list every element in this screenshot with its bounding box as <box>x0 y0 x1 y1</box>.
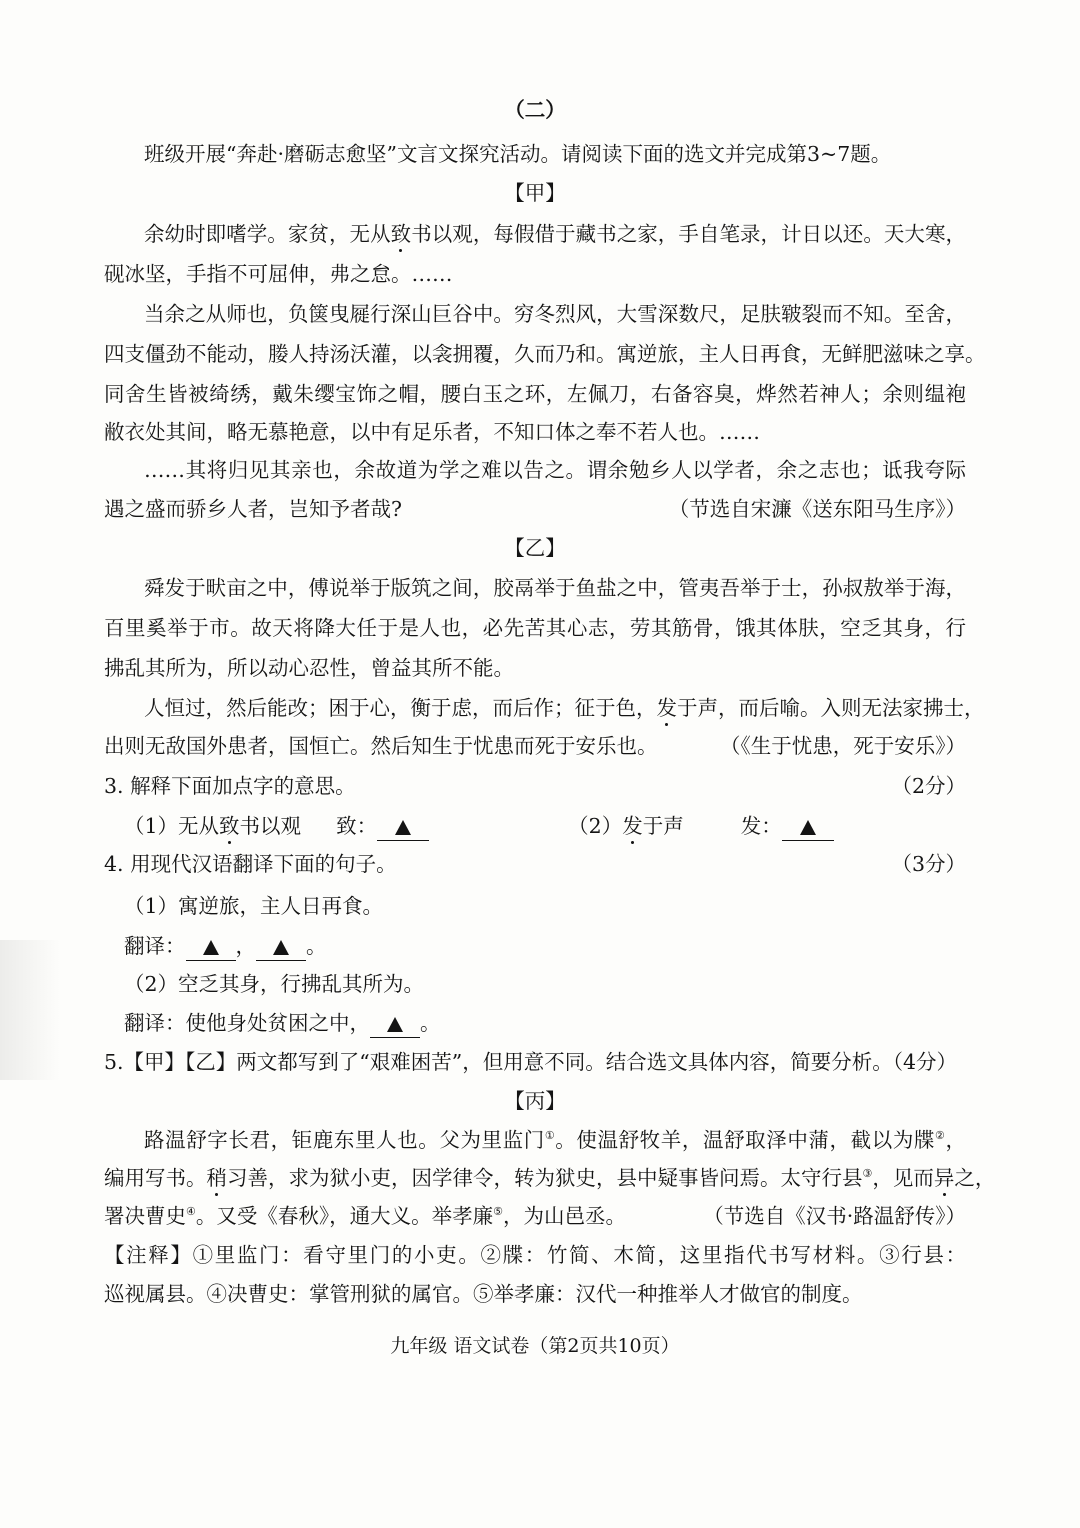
section-title: （二） <box>504 98 566 122</box>
q3-items: （1）无从致书以观 致： （2）发于声 发： <box>124 808 966 844</box>
jia-line: 余幼时即嗜学。家贫，无从致书以观，每假借于藏书之家，手自笔录，计日以还。天大寒， <box>144 222 967 246</box>
q4-translation-2: 翻译：使他身处贫困之中， 。 <box>124 1005 966 1041</box>
yi-source: （《生于忧患，死于安乐》） <box>720 734 966 758</box>
question-4: 4. 用现代汉语翻译下面的句子。 （3分） <box>104 846 966 882</box>
triangle-icon <box>387 1017 403 1032</box>
jia-line: 砚冰坚，手指不可屈伸，弗之怠。…… <box>104 262 453 286</box>
jia-line: ……其将归见其亲也，余故道为学之难以告之。谓余勉乡人以学者，余之志也；诋我夸际 <box>144 458 966 482</box>
jia-line: 四支僵劲不能动，媵人持汤沃灌，以衾拥覆，久而乃和。寓逆旅，主人日再食，无鲜肥滋味之享。 <box>104 342 986 366</box>
answer-blank[interactable] <box>782 814 834 841</box>
passage-jia-header: 【甲】 <box>504 181 566 205</box>
yi-line: 拂乱其所为，所以动心忍性，曾益其所不能。 <box>104 656 514 680</box>
yi-line: 人恒过，然后能改；困于心，衡于虑，而后作；征于色，发于声，而后喻。入则无法家拂士， <box>144 696 985 720</box>
bing-line: 署决曹史④。又受《春秋》，通大义。举孝廉⑤，为山邑丞。 （节选自《汉书·路温舒传》） <box>104 1198 966 1234</box>
q4-translation-1: 翻译： ， 。 <box>124 928 966 964</box>
yi-line: 出则无敌国外患者，国恒亡。然后知生于忧患而死于安乐也。 （《生于忧患，死于安乐》） <box>104 728 966 764</box>
yi-line: 百里奚举于市。故天将降大任于是人也，必先苦其心志，劳其筋骨，饿其体肤，空乏其身，行 <box>104 616 966 640</box>
page-shadow <box>0 940 60 1080</box>
q4-item-2: （2）空乏其身，行拂乱其所为。 <box>124 972 425 996</box>
yi-line: 舜发于畎亩之中，傅说举于版筑之间，胶鬲举于鱼盐之中，管夷吾举于士，孙叔敖举于海， <box>144 576 966 600</box>
jia-line: 敝衣处其间，略无慕艳意，以中有足乐者，不知口体之奉不若人也。…… <box>104 420 760 444</box>
bing-line: 编用写书。稍习善，求为狱小吏，因学律令，转为狱史，县中疑事皆问焉。太守行县③，见而异之， <box>104 1166 996 1190</box>
bing-source: （节选自《汉书·路温舒传》） <box>703 1204 966 1228</box>
passage-yi-header: 【乙】 <box>504 536 566 560</box>
passage-bing-header: 【丙】 <box>504 1089 566 1113</box>
intro-text: 班级开展“奔赴·磨砺志愈坚”文言文探究活动。请阅读下面的选文并完成第3~7题。 <box>144 142 892 166</box>
jia-line: 遇之盛而骄乡人者，岂知予者哉? （节选自宋濂《送东阳马生序》） <box>104 491 966 527</box>
jia-source: （节选自宋濂《送东阳马生序》） <box>668 497 966 521</box>
q4-item-1: （1）寓逆旅，主人日再食。 <box>124 894 384 918</box>
bing-line: 路温舒字长君，钜鹿东里人也。父为里监门①。使温舒牧羊，温舒取泽中蒲，截以为牒②， <box>144 1128 966 1152</box>
triangle-icon <box>800 820 816 835</box>
jia-line: 当余之从师也，负箧曳屣行深山巨谷中。穷冬烈风，大雪深数尺，足肤皲裂而不知。至舍， <box>144 302 966 326</box>
q3-score: （2分） <box>891 774 966 798</box>
q4-score: （3分） <box>891 852 966 876</box>
annotation-line: 【注释】①里监门：看守里门的小吏。②牒：竹简、木简，这里指代书写材料。③行县： <box>104 1243 966 1267</box>
question-5: 5.【甲】【乙】两文都写到了“艰难困苦”，但用意不同。结合选文具体内容，简要分析。（4分） <box>104 1050 958 1074</box>
triangle-icon <box>203 940 219 955</box>
triangle-icon <box>273 940 289 955</box>
page-footer: 九年级 语文试卷（第2页共10页） <box>390 1335 680 1357</box>
answer-blank[interactable] <box>256 934 306 961</box>
jia-line: 同舍生皆被绮绣，戴朱缨宝饰之帽，腰白玉之环，左佩刀，右备容臭，烨然若神人；余则缊袍 <box>104 382 966 406</box>
answer-blank[interactable] <box>377 814 429 841</box>
annotation-line: 巡视属县。④决曹史：掌管刑狱的属官。⑤举孝廉：汉代一种推举人才做官的制度。 <box>104 1282 863 1306</box>
answer-blank[interactable] <box>186 934 236 961</box>
triangle-icon <box>395 820 411 835</box>
answer-blank[interactable] <box>370 1011 420 1038</box>
question-3: 3. 解释下面加点字的意思。 （2分） <box>104 768 966 804</box>
